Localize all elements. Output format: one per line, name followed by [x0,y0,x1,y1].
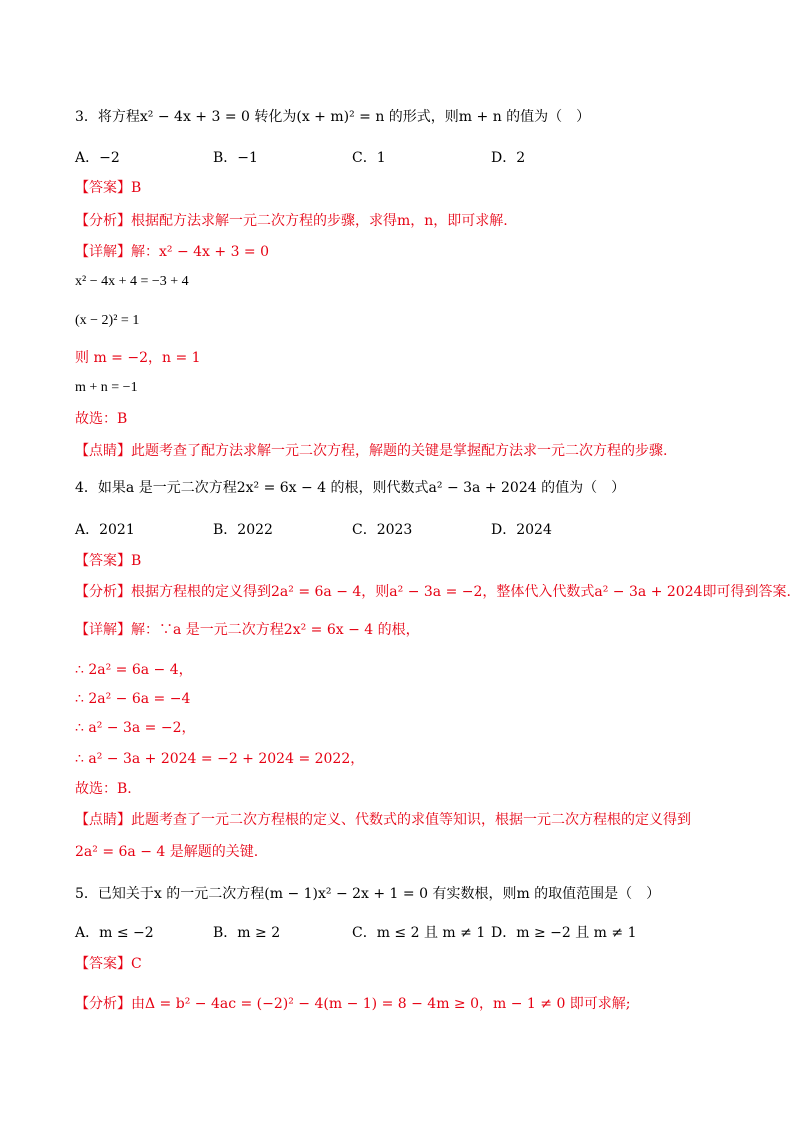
q3-detail-line: 故选：B [75,411,128,427]
q3-detail-line: (x − 2)² = 1 [75,313,140,328]
q4-comment: 2a² = 6a − 4 是解题的关键. [75,844,259,860]
q3-answer: 【答案】B [75,180,142,196]
q4-detail-line: ∴ 2a² − 6a = −4 [75,691,191,707]
q5-analysis: 【分析】由Δ = b² − 4ac = (−2)² − 4(m − 1) = 8 − 4m ≥ 0，m − 1 ≠ 0 即可求解; [75,996,631,1012]
q3-analysis: 【分析】根据配方法求解一元二次方程的步骤，求得m，n，即可求解. [75,213,508,229]
q4-detail-line: ∴ a² − 3a + 2024 = −2 + 2024 = 2022， [75,751,365,767]
q4-detail-line: 故选：B. [75,781,132,797]
q3-option-b: B．−1 [213,150,258,166]
q3-detail-line: 【详解】解：x² − 4x + 3 = 0 [75,244,270,260]
q3-detail-line: m + n = −1 [75,380,138,395]
q3-option-c: C．1 [352,150,386,166]
q5-stem: 5．已知关于x 的一元二次方程(m − 1)x² − 2x + 1 = 0 有实数根，则m 的取值范围是（ ） [75,886,661,902]
q3-option-a: A．−2 [75,150,120,166]
q3-comment: 【点睛】此题考查了配方法求解一元二次方程，解题的关键是掌握配方法求一元二次方程的步骤. [75,443,668,459]
q4-detail-line: 【详解】解：∵a 是一元二次方程2x² = 6x − 4 的根， [75,622,420,638]
q5-option-d: D．m ≥ −2 且 m ≠ 1 [491,925,637,941]
q5-option-a: A．m ≤ −2 [75,925,154,941]
q4-option-a: A．2021 [75,522,135,538]
q4-comment: 【点睛】此题考查了一元二次方程根的定义、代数式的求值等知识，根据一元二次方程根的定义得到 [75,812,691,828]
q4-detail-line: ∴ 2a² = 6a − 4， [75,662,193,678]
q4-detail-line: ∴ a² − 3a = −2， [75,720,196,736]
q4-answer: 【答案】B [75,553,142,569]
q4-stem: 4．如果a 是一元二次方程2x² = 6x − 4 的根，则代数式a² − 3a + 2024 的值为（ ） [75,480,626,496]
q4-option-c: C．2023 [352,522,413,538]
q3-stem: 3．将方程x² − 4x + 3 = 0 转化为(x + m)² = n 的形式，则m + n 的值为（ ） [75,109,591,125]
q3-detail-line: x² − 4x + 4 = −3 + 4 [75,274,189,289]
q4-analysis: 【分析】根据方程根的定义得到2a² = 6a − 4，则a² − 3a = −2，整体代入代数式a² − 3a + 2024即可得到答案. [75,584,791,600]
q4-option-b: B．2022 [213,522,273,538]
q3-option-d: D．2 [491,150,526,166]
q5-option-c: C．m ≤ 2 且 m ≠ 1 [352,925,486,941]
q3-detail-line: 则 m = −2，n = 1 [75,350,201,366]
q4-option-d: D．2024 [491,522,552,538]
q5-option-b: B．m ≥ 2 [213,925,281,941]
q5-answer: 【答案】C [75,956,142,972]
